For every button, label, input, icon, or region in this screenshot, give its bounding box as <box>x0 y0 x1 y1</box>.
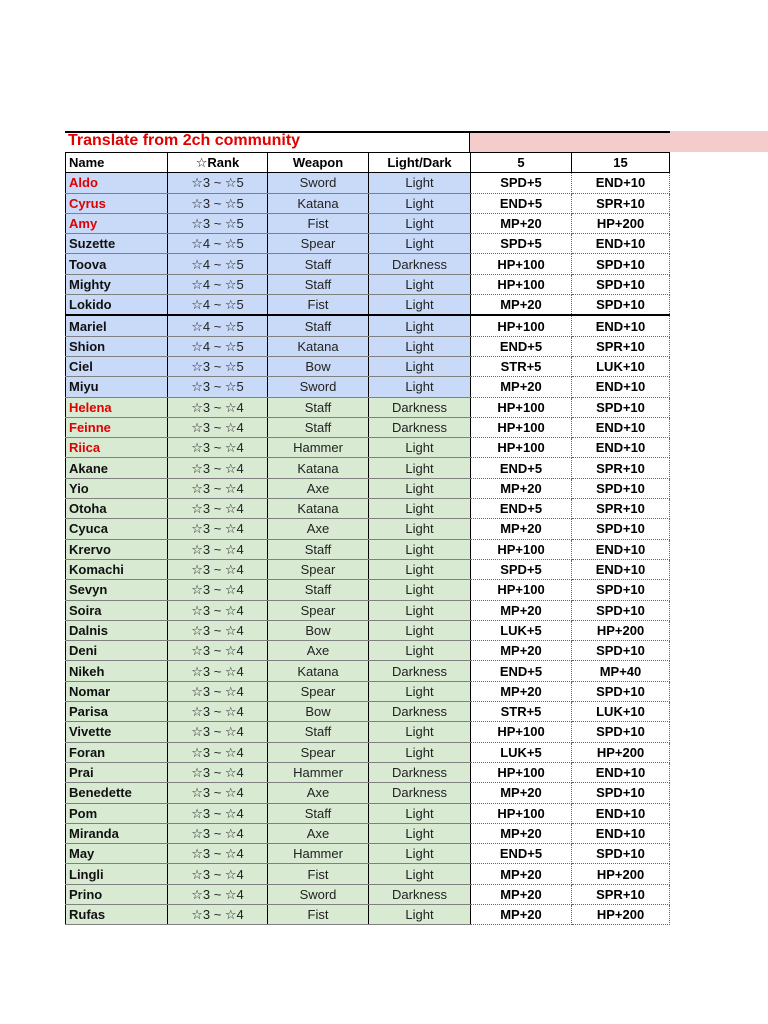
table-row <box>66 539 670 559</box>
cell-light-dark[interactable]: Light <box>369 580 471 600</box>
cell-rank[interactable]: ☆3 ~ ☆5 <box>168 213 268 233</box>
cell-rank[interactable]: ☆3 ~ ☆4 <box>168 478 268 498</box>
cell-weapon[interactable]: Sword <box>268 884 369 904</box>
cell-light-dark[interactable]: Light <box>369 438 471 458</box>
cell-rank[interactable]: ☆3 ~ ☆4 <box>168 864 268 884</box>
table-row <box>66 499 670 519</box>
cell-rank[interactable]: ☆3 ~ ☆4 <box>168 499 268 519</box>
cell-name[interactable]: Nikeh <box>66 661 168 681</box>
cell-level-15-bonus[interactable]: HP+200 <box>572 213 670 233</box>
cell-light-dark[interactable]: Light <box>369 173 471 193</box>
table-row <box>66 356 670 376</box>
cell-rank[interactable]: ☆3 ~ ☆5 <box>168 377 268 397</box>
cell-level-5-bonus[interactable]: MP+20 <box>471 600 572 620</box>
character-table <box>65 152 670 925</box>
cell-weapon[interactable]: Sword <box>268 377 369 397</box>
title-right-border <box>469 131 470 152</box>
cell-name[interactable]: Otoha <box>66 499 168 519</box>
cell-weapon[interactable]: Staff <box>268 803 369 823</box>
table-row <box>66 620 670 640</box>
cell-level-5-bonus[interactable]: HP+100 <box>471 397 572 417</box>
cell-rank[interactable]: ☆4 ~ ☆5 <box>168 274 268 294</box>
cell-rank[interactable]: ☆4 ~ ☆5 <box>168 295 268 316</box>
cell-weapon[interactable]: Fist <box>268 213 369 233</box>
col-header-level-15[interactable]: 15 <box>572 153 670 173</box>
cell-weapon[interactable]: Staff <box>268 539 369 559</box>
cell-level-5-bonus[interactable]: MP+20 <box>471 783 572 803</box>
table-row <box>66 559 670 579</box>
cell-light-dark[interactable]: Light <box>369 742 471 762</box>
cell-name[interactable]: Rufas <box>66 904 168 924</box>
cell-level-15-bonus[interactable]: HP+200 <box>572 620 670 640</box>
cell-level-5-bonus[interactable]: END+5 <box>471 661 572 681</box>
cell-level-5-bonus[interactable]: MP+20 <box>471 864 572 884</box>
cell-name[interactable]: Miranda <box>66 823 168 843</box>
cell-name[interactable]: Lingli <box>66 864 168 884</box>
table-row <box>66 417 670 437</box>
table-row <box>66 478 670 498</box>
cell-light-dark[interactable]: Light <box>369 336 471 356</box>
col-header-weapon[interactable]: Weapon <box>268 153 369 173</box>
cell-level-15-bonus[interactable]: END+10 <box>572 234 670 254</box>
cell-light-dark[interactable]: Light <box>369 193 471 213</box>
cell-level-15-bonus[interactable]: SPD+10 <box>572 641 670 661</box>
table-row <box>66 823 670 843</box>
cell-level-15-bonus[interactable]: HP+200 <box>572 742 670 762</box>
cell-name[interactable]: Soira <box>66 600 168 620</box>
cell-rank[interactable]: ☆4 ~ ☆5 <box>168 254 268 274</box>
cell-light-dark[interactable]: Light <box>369 478 471 498</box>
table-row <box>66 213 670 233</box>
cell-weapon[interactable]: Hammer <box>268 844 369 864</box>
cell-rank[interactable]: ☆3 ~ ☆4 <box>168 641 268 661</box>
cell-light-dark[interactable]: Darkness <box>369 661 471 681</box>
cell-weapon[interactable]: Staff <box>268 274 369 294</box>
cell-weapon[interactable]: Bow <box>268 702 369 722</box>
cell-weapon[interactable]: Katana <box>268 661 369 681</box>
cell-rank[interactable]: ☆3 ~ ☆4 <box>168 742 268 762</box>
cell-level-5-bonus[interactable]: HP+100 <box>471 803 572 823</box>
cell-weapon[interactable]: Fist <box>268 904 369 924</box>
cell-light-dark[interactable]: Light <box>369 519 471 539</box>
cell-level-15-bonus[interactable]: SPR+10 <box>572 499 670 519</box>
cell-name[interactable]: Vivette <box>66 722 168 742</box>
cell-light-dark[interactable]: Darkness <box>369 783 471 803</box>
table-row <box>66 438 670 458</box>
table-row <box>66 742 670 762</box>
cell-rank[interactable]: ☆3 ~ ☆4 <box>168 458 268 478</box>
cell-level-15-bonus[interactable]: END+10 <box>572 438 670 458</box>
cell-name[interactable]: Akane <box>66 458 168 478</box>
cell-rank[interactable]: ☆3 ~ ☆5 <box>168 173 268 193</box>
cell-name[interactable]: Aldo <box>66 173 168 193</box>
cell-name[interactable]: Mighty <box>66 274 168 294</box>
cell-light-dark[interactable]: Light <box>369 681 471 701</box>
cell-name[interactable]: Prai <box>66 762 168 782</box>
cell-name[interactable]: Deni <box>66 641 168 661</box>
cell-level-5-bonus[interactable]: END+5 <box>471 193 572 213</box>
cell-level-15-bonus[interactable]: SPD+10 <box>572 254 670 274</box>
cell-level-5-bonus[interactable]: END+5 <box>471 844 572 864</box>
cell-level-5-bonus[interactable]: HP+100 <box>471 580 572 600</box>
col-header-name[interactable]: Name <box>66 153 168 173</box>
cell-level-5-bonus[interactable]: MP+20 <box>471 519 572 539</box>
cell-level-15-bonus[interactable]: LUK+10 <box>572 702 670 722</box>
cell-weapon[interactable]: Axe <box>268 823 369 843</box>
cell-rank[interactable]: ☆3 ~ ☆4 <box>168 681 268 701</box>
cell-name[interactable]: Toova <box>66 254 168 274</box>
cell-level-5-bonus[interactable]: MP+20 <box>471 478 572 498</box>
cell-name[interactable]: May <box>66 844 168 864</box>
cell-weapon[interactable]: Spear <box>268 742 369 762</box>
cell-level-15-bonus[interactable]: SPR+10 <box>572 884 670 904</box>
cell-rank[interactable]: ☆3 ~ ☆4 <box>168 580 268 600</box>
cell-level-15-bonus[interactable]: END+10 <box>572 559 670 579</box>
cell-rank[interactable]: ☆4 ~ ☆5 <box>168 234 268 254</box>
cell-rank[interactable]: ☆4 ~ ☆5 <box>168 315 268 336</box>
cell-light-dark[interactable]: Light <box>369 356 471 376</box>
cell-weapon[interactable]: Axe <box>268 783 369 803</box>
table-row <box>66 315 670 336</box>
cell-rank[interactable]: ☆3 ~ ☆4 <box>168 702 268 722</box>
cell-name[interactable]: Dalnis <box>66 620 168 640</box>
cell-weapon[interactable]: Hammer <box>268 762 369 782</box>
cell-level-5-bonus[interactable]: MP+20 <box>471 377 572 397</box>
cell-level-5-bonus[interactable]: HP+100 <box>471 762 572 782</box>
cell-weapon[interactable]: Staff <box>268 254 369 274</box>
table-row <box>66 193 670 213</box>
cell-light-dark[interactable]: Light <box>369 499 471 519</box>
cell-level-15-bonus[interactable]: SPD+10 <box>572 783 670 803</box>
cell-level-15-bonus[interactable]: SPD+10 <box>572 722 670 742</box>
cell-level-5-bonus[interactable]: LUK+5 <box>471 620 572 640</box>
cell-level-15-bonus[interactable]: END+10 <box>572 173 670 193</box>
cell-level-15-bonus[interactable]: MP+40 <box>572 661 670 681</box>
table-row <box>66 580 670 600</box>
cell-level-5-bonus[interactable]: END+5 <box>471 458 572 478</box>
cell-rank[interactable]: ☆3 ~ ☆4 <box>168 884 268 904</box>
cell-light-dark[interactable]: Light <box>369 904 471 924</box>
cell-light-dark[interactable]: Light <box>369 377 471 397</box>
cell-level-5-bonus[interactable]: HP+100 <box>471 254 572 274</box>
cell-light-dark[interactable]: Light <box>369 458 471 478</box>
cell-light-dark[interactable]: Light <box>369 620 471 640</box>
cell-rank[interactable]: ☆3 ~ ☆4 <box>168 600 268 620</box>
cell-rank[interactable]: ☆3 ~ ☆4 <box>168 722 268 742</box>
cell-name[interactable]: Amy <box>66 213 168 233</box>
cell-level-15-bonus[interactable]: HP+200 <box>572 864 670 884</box>
cell-rank[interactable]: ☆3 ~ ☆4 <box>168 559 268 579</box>
cell-weapon[interactable]: Axe <box>268 519 369 539</box>
cell-name[interactable]: Helena <box>66 397 168 417</box>
cell-name[interactable]: Foran <box>66 742 168 762</box>
table-row <box>66 702 670 722</box>
table-row <box>66 783 670 803</box>
cell-rank[interactable]: ☆3 ~ ☆4 <box>168 519 268 539</box>
cell-weapon[interactable]: Fist <box>268 864 369 884</box>
cell-light-dark[interactable]: Light <box>369 641 471 661</box>
cell-level-15-bonus[interactable]: SPD+10 <box>572 295 670 316</box>
cell-light-dark[interactable]: Light <box>369 274 471 294</box>
cell-weapon[interactable]: Bow <box>268 356 369 376</box>
cell-level-5-bonus[interactable]: HP+100 <box>471 315 572 336</box>
cell-light-dark[interactable]: Light <box>369 864 471 884</box>
cell-level-5-bonus[interactable]: LUK+5 <box>471 742 572 762</box>
table-row <box>66 641 670 661</box>
cell-level-5-bonus[interactable]: MP+20 <box>471 641 572 661</box>
cell-rank[interactable]: ☆3 ~ ☆4 <box>168 539 268 559</box>
cell-name[interactable]: Feinne <box>66 417 168 437</box>
cell-level-15-bonus[interactable]: SPR+10 <box>572 336 670 356</box>
cell-name[interactable]: Shion <box>66 336 168 356</box>
cell-light-dark[interactable]: Light <box>369 803 471 823</box>
cell-rank[interactable]: ☆3 ~ ☆4 <box>168 904 268 924</box>
cell-level-5-bonus[interactable]: HP+100 <box>471 722 572 742</box>
cell-level-5-bonus[interactable]: HP+100 <box>471 539 572 559</box>
table-body <box>66 153 670 925</box>
cell-level-15-bonus[interactable]: SPD+10 <box>572 580 670 600</box>
cell-level-5-bonus[interactable]: SPD+5 <box>471 234 572 254</box>
cell-rank[interactable]: ☆3 ~ ☆4 <box>168 620 268 640</box>
cell-light-dark[interactable]: Light <box>369 234 471 254</box>
cell-level-15-bonus[interactable]: END+10 <box>572 377 670 397</box>
cell-level-15-bonus[interactable]: SPD+10 <box>572 519 670 539</box>
cell-level-5-bonus[interactable]: SPD+5 <box>471 559 572 579</box>
cell-rank[interactable]: ☆3 ~ ☆4 <box>168 762 268 782</box>
cell-weapon[interactable]: Axe <box>268 478 369 498</box>
cell-name[interactable]: Lokido <box>66 295 168 316</box>
cell-weapon[interactable]: Spear <box>268 559 369 579</box>
cell-name[interactable]: Cyrus <box>66 193 168 213</box>
cell-level-5-bonus[interactable]: MP+20 <box>471 904 572 924</box>
cell-light-dark[interactable]: Darkness <box>369 397 471 417</box>
cell-rank[interactable]: ☆3 ~ ☆4 <box>168 417 268 437</box>
cell-weapon[interactable]: Katana <box>268 193 369 213</box>
cell-name[interactable]: Suzette <box>66 234 168 254</box>
cell-name[interactable]: Pom <box>66 803 168 823</box>
cell-light-dark[interactable]: Darkness <box>369 417 471 437</box>
cell-name[interactable]: Cyuca <box>66 519 168 539</box>
table-row <box>66 722 670 742</box>
cell-weapon[interactable]: Hammer <box>268 438 369 458</box>
cell-name[interactable]: Krervo <box>66 539 168 559</box>
cell-level-15-bonus[interactable]: END+10 <box>572 762 670 782</box>
col-header-level-5[interactable]: 5 <box>471 153 572 173</box>
cell-level-15-bonus[interactable]: SPD+10 <box>572 844 670 864</box>
cell-name[interactable]: Komachi <box>66 559 168 579</box>
cell-weapon[interactable]: Staff <box>268 722 369 742</box>
cell-level-15-bonus[interactable]: SPD+10 <box>572 600 670 620</box>
cell-rank[interactable]: ☆3 ~ ☆4 <box>168 661 268 681</box>
cell-light-dark[interactable]: Light <box>369 213 471 233</box>
cell-light-dark[interactable]: Light <box>369 844 471 864</box>
cell-light-dark[interactable]: Light <box>369 722 471 742</box>
cell-name[interactable]: Mariel <box>66 315 168 336</box>
sheet-title: Translate from 2ch community <box>68 132 301 149</box>
cell-rank[interactable]: ☆3 ~ ☆4 <box>168 844 268 864</box>
cell-name[interactable]: Parisa <box>66 702 168 722</box>
title-divider <box>470 131 670 133</box>
cell-light-dark[interactable]: Darkness <box>369 884 471 904</box>
cell-name[interactable]: Benedette <box>66 783 168 803</box>
cell-level-15-bonus[interactable]: LUK+10 <box>572 356 670 376</box>
table-row <box>66 377 670 397</box>
cell-name[interactable]: Yio <box>66 478 168 498</box>
table-row <box>66 336 670 356</box>
cell-name[interactable]: Nomar <box>66 681 168 701</box>
cell-light-dark[interactable]: Darkness <box>369 254 471 274</box>
cell-rank[interactable]: ☆3 ~ ☆4 <box>168 783 268 803</box>
cell-rank[interactable]: ☆3 ~ ☆4 <box>168 823 268 843</box>
cell-level-15-bonus[interactable]: END+10 <box>572 417 670 437</box>
table-row <box>66 844 670 864</box>
table-row <box>66 661 670 681</box>
cell-level-5-bonus[interactable]: MP+20 <box>471 213 572 233</box>
cell-rank[interactable]: ☆3 ~ ☆4 <box>168 803 268 823</box>
cell-weapon[interactable]: Staff <box>268 417 369 437</box>
cell-level-15-bonus[interactable]: END+10 <box>572 803 670 823</box>
cell-level-15-bonus[interactable]: SPR+10 <box>572 193 670 213</box>
cell-level-5-bonus[interactable]: MP+20 <box>471 295 572 316</box>
table-row <box>66 274 670 294</box>
cell-name[interactable]: Ciel <box>66 356 168 376</box>
table-row <box>66 173 670 193</box>
cell-rank[interactable]: ☆3 ~ ☆5 <box>168 356 268 376</box>
cell-level-5-bonus[interactable]: HP+100 <box>471 274 572 294</box>
col-header-rank[interactable]: ☆Rank <box>168 153 268 173</box>
cell-rank[interactable]: ☆3 ~ ☆5 <box>168 193 268 213</box>
cell-level-15-bonus[interactable]: SPD+10 <box>572 397 670 417</box>
cell-level-5-bonus[interactable]: STR+5 <box>471 702 572 722</box>
table-row <box>66 254 670 274</box>
table-row <box>66 519 670 539</box>
cell-level-5-bonus[interactable]: STR+5 <box>471 356 572 376</box>
table-row <box>66 762 670 782</box>
cell-weapon[interactable]: Spear <box>268 681 369 701</box>
cell-level-15-bonus[interactable]: SPD+10 <box>572 478 670 498</box>
col-header-light-dark[interactable]: Light/Dark <box>369 153 471 173</box>
cell-level-5-bonus[interactable]: END+5 <box>471 336 572 356</box>
table-row <box>66 681 670 701</box>
cell-rank[interactable]: ☆4 ~ ☆5 <box>168 336 268 356</box>
cell-name[interactable]: Miyu <box>66 377 168 397</box>
title-cell[interactable] <box>65 131 470 152</box>
cell-weapon[interactable]: Staff <box>268 315 369 336</box>
table-row <box>66 803 670 823</box>
cell-weapon[interactable]: Bow <box>268 620 369 640</box>
table-row <box>66 600 670 620</box>
cell-rank[interactable]: ☆3 ~ ☆4 <box>168 438 268 458</box>
table-row <box>66 458 670 478</box>
cell-level-15-bonus[interactable]: END+10 <box>572 315 670 336</box>
cell-weapon[interactable]: Staff <box>268 580 369 600</box>
cell-light-dark[interactable]: Light <box>369 559 471 579</box>
cell-level-15-bonus[interactable]: END+10 <box>572 823 670 843</box>
cell-light-dark[interactable]: Light <box>369 315 471 336</box>
cell-level-5-bonus[interactable]: SPD+5 <box>471 173 572 193</box>
table-row <box>66 884 670 904</box>
cell-weapon[interactable]: Spear <box>268 600 369 620</box>
cell-light-dark[interactable]: Light <box>369 600 471 620</box>
cell-name[interactable]: Sevyn <box>66 580 168 600</box>
cell-light-dark[interactable]: Light <box>369 823 471 843</box>
cell-level-5-bonus[interactable]: MP+20 <box>471 823 572 843</box>
cell-weapon[interactable]: Spear <box>268 234 369 254</box>
cell-level-5-bonus[interactable]: MP+20 <box>471 681 572 701</box>
cell-light-dark[interactable]: Light <box>369 295 471 316</box>
cell-weapon[interactable]: Fist <box>268 295 369 316</box>
table-row <box>66 397 670 417</box>
cell-weapon[interactable]: Sword <box>268 173 369 193</box>
cell-level-15-bonus[interactable]: SPD+10 <box>572 681 670 701</box>
cell-level-5-bonus[interactable]: HP+100 <box>471 438 572 458</box>
cell-level-5-bonus[interactable]: HP+100 <box>471 417 572 437</box>
cell-level-15-bonus[interactable]: SPR+10 <box>572 458 670 478</box>
cell-weapon[interactable]: Axe <box>268 641 369 661</box>
cell-name[interactable]: Riica <box>66 438 168 458</box>
table-row <box>66 295 670 316</box>
cell-level-5-bonus[interactable]: MP+20 <box>471 884 572 904</box>
cell-level-15-bonus[interactable]: END+10 <box>572 539 670 559</box>
cell-light-dark[interactable]: Darkness <box>369 702 471 722</box>
cell-weapon[interactable]: Katana <box>268 458 369 478</box>
cell-weapon[interactable]: Katana <box>268 336 369 356</box>
cell-name[interactable]: Prino <box>66 884 168 904</box>
table-row <box>66 234 670 254</box>
header-row <box>66 153 670 173</box>
table-row <box>66 904 670 924</box>
cell-level-15-bonus[interactable]: SPD+10 <box>572 274 670 294</box>
cell-weapon[interactable]: Staff <box>268 397 369 417</box>
header-highlight-band <box>470 131 768 152</box>
cell-rank[interactable]: ☆3 ~ ☆4 <box>168 397 268 417</box>
cell-level-15-bonus[interactable]: HP+200 <box>572 904 670 924</box>
table-row <box>66 864 670 884</box>
cell-level-5-bonus[interactable]: END+5 <box>471 499 572 519</box>
cell-light-dark[interactable]: Darkness <box>369 762 471 782</box>
cell-light-dark[interactable]: Light <box>369 539 471 559</box>
cell-weapon[interactable]: Katana <box>268 499 369 519</box>
